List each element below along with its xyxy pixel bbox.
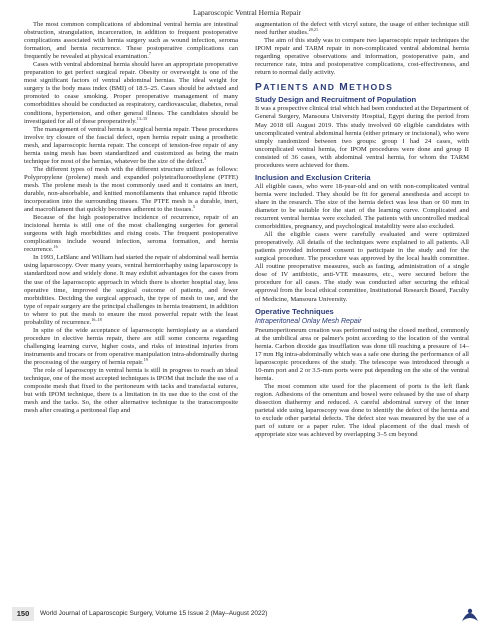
- paragraph: The most common complications of abdominal ventral hernia are intestinal obstruction, strangulation, incarceration, in addition to frequent postoperative complications associated with hernia surgery such as wound infection, seroma formation, and hernia recurrence. These postoperative complications can frequently be revealed at physical examination.$^7$: [24, 21, 238, 61]
- running-header: Laparoscopic Ventral Hernia Repair: [193, 8, 301, 17]
- publisher-logo-icon: [458, 603, 482, 625]
- paragraph: The aim of this study was to compare two laparoscopic repair techniques the IPOM repair and TARM repair in non-complicated ventral abdominal hernia regarding operative observations and information, postoperative pain, and recurrence rate, intra and postoperative complications, cost-effectiveness, and return to normal daily activity.: [255, 37, 469, 77]
- paragraph: In spite of the wide acceptance of laparoscopic hernioplasty as a standard procedure in elective hernia repair, there are still some concerns regarding challenging learning curve, higher costs, and risks of intestinal injuries from instruments and trocars or from operative manipulation intra-abdominally during the processing of the surgery of hernia repair.$^{19}$: [24, 326, 238, 366]
- page-number: 150: [12, 607, 34, 621]
- page-footer: [0, 603, 494, 625]
- subsubsection-heading: Intraperitoneal Onlay Mesh Repair: [255, 317, 362, 325]
- section-heading: PATIENTS AND METHODS: [255, 82, 394, 94]
- paragraph: In 1993, LeBlanc and William had started the repair of abdominal wall hernia using laparoscopy. Over many years, ventral herniorrhaphy using laparoscopy is standardized now and widely done. It may exhibit advantages for the cases from the use of the laparoscopic approach in which there is shorter hospital stay, less operative time, improved the surgical outcome of patients, and fewer morbidities. Deciding the surgical approach, the type of mesh to use, and the type of repair surgery are the principal challenges in hernia treatment, in addition to where to put the mesh to ensure the most powerful repair with the least probability of recurrence.$^{16-18}$: [24, 254, 238, 326]
- left-column: [24, 21, 238, 415]
- right-column: [255, 21, 469, 439]
- paragraph: The management of ventral hernia is surgical hernia repair. These procedures involve try closure of the fascial defect, open hernia repair using a prosthetic mesh, and laparoscopic hernia repair. The concept of tension-free repair of any hernia using mesh has been standardized and customized as being the main technique for most of the hernias, whatever be the size of the defect.$^5$: [24, 125, 238, 165]
- paragraph: All the eligible cases were carefully evaluated and were optimized preoperatively. All details of the techniques were explained to all patients. All patients provided informed consent to participate in the study and for the surgical procedure. The procedure was approved by the local health committee. All routine preoperative measures, such as fasting, administration of a single dose of IV antibiotic, anti-VTE measures, etc., were secured before the procedure for all cases. The study was conducted after securing the ethical approval from the local ethical committee, Institutional Research Board, Faculty of Medicine, Mansoura University.: [255, 231, 469, 303]
- paragraph: It was a prospective clinical trial which had been conducted at the Department of General Surgery, Mansoura University Hospital, Egypt during the period from May 2018 till August 2019. This study involved 60 eligible candidates with uncomplicated ventral abdominal hernia (either primary or incisional), who were simply randomized between two groups: group I had 24 cases, with uncomplicated ventral hernia, for IPOM procedures were done and group II consisted of 36 cases, with abdominal ventral hernia, for whom the TARM procedures were achieved for them.: [255, 105, 469, 169]
- paragraph: The different types of mesh with the different structure utilized as follows: Polypropylene (prolene) mesh and expanded polytetrafluoroethylene (PTFE) mesh. The prolene mesh is the most commonly used and it contains an inert, durable, non-absorbable, and knitted monofilaments that enhance rapid fibrotic incorporation into the surrounding tissues. The PTFE mesh is a durable, inert, and macrofilament that quickly becomes adherent to the tissues.$^5$: [24, 165, 238, 214]
- subsection-heading: Study Design and Recruitment of Population: [255, 95, 417, 105]
- paragraph: Pneumoperitoneum creation was performed using the closed method, commonly at the umbilical area or palmer's point according to the location of the ventral hernia. Carbon dioxide gas insufflation was done till reaching a pressure of 14–17 mm Hg intra-abdominally which was a safe one during the performance of all laparoscopic procedures of the study. The telescope was introduced through a 10-mm port and 2 or 3.5-mm ports were put depending on the site of the ventral hernia.: [255, 326, 469, 382]
- paragraph: Because of the high postoperative incidence of recurrence, repair of an incisional hernia is still one of the most challenging surgeries for general surgeons with high morbidities and rising costs. The frequent postoperative complications include wound infection, seroma formation, and hernia recurrence.$^{16}$: [24, 214, 238, 254]
- journal-citation: World Journal of Laparoscopic Surgery, Volume 15 Issue 2 (May–August 2022): [40, 610, 268, 617]
- paragraph: All eligible cases, who were 18-year-old and on with non-complicated ventral hernia were included. They should be fit for general anesthesia and accept to share in the research. The size of the hernia defect was less than or 60 mm in diameter to be suitable for the start of the learning curve. Complicated and recurrent ventral hernias were excluded. The patients with uncontrolled medical comorbidities, pregnancy, and psychological instability were also excluded.: [255, 182, 469, 231]
- subsection-heading: Inclusion and Exclusion Criteria: [255, 172, 371, 182]
- paragraph: Cases with ventral abdominal hernia should have an appropriate preoperative preparation to get perfect surgical repair. Obesity or overweight is one of the most significant factors of ventral abdominal hernias. The ideal weight for surgery is the body mass index (BMI) of 18.5–25. Cases should be advised and promoted to cease smoking. Proper preoperative management of many comorbidities should be conducted as respiratory, cardiovascular, diabetes, renal conditions, hypertension, and other general illness. The candidates should be investigated for all of these preoperatively.$^{13-15}$: [24, 61, 238, 125]
- paragraph: The most common site used for the placement of ports is the left flank region. Adhesions of the omentum and bowel were released by the use of sharp dissection diathermy and reduced. A careful abdominal survey of the inner parietal side using laparoscopy was done to identify the defect of the hernia and to exclude other parietal defects. The defect size was measured by the use of a part of suture or a paper ruler. The ideal placement of the dual mesh of appropriate size was achieved by overlapping 3–5 cm beyond: [255, 382, 469, 439]
- paragraph: augmentation of the defect with vicryl suture, the usage of either technique still need further studies.$^{20,21}$: [255, 21, 469, 37]
- subsection-heading: Operative Techniques: [255, 306, 334, 316]
- paragraph: The role of laparoscopy in ventral hernia is still in progress to reach an ideal technique, one of the most accepted techniques is IPOM that include the use of a composite mesh that fixed to the peritoneum with tacks and transfacial sutures, but with IPOM technique, there is a limitation in its use due to the cost of the mesh and the tacks. So, the other alternative technique is the transcomposite mesh after creating a peritoneal flap and: [24, 367, 238, 415]
